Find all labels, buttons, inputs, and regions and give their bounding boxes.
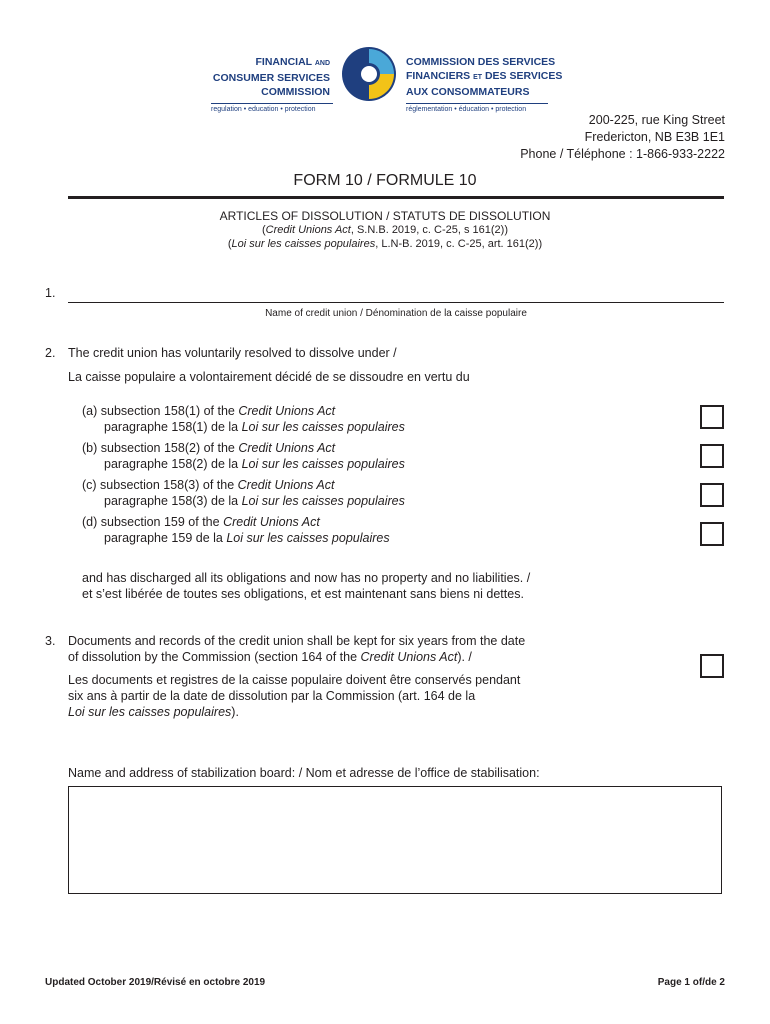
- option-d-checkbox[interactable]: [700, 522, 724, 546]
- fcsc-logo-icon: [340, 45, 398, 103]
- page-number: Page 1 of/de 2: [657, 977, 725, 988]
- item-2-text-fr: La caisse populaire a volontairement décidé de se dissoudre en vertu du: [68, 370, 470, 384]
- revision-date: Updated October 2019/Révisé en octobre 2019: [45, 977, 266, 988]
- option-b-checkbox[interactable]: [700, 444, 724, 468]
- item-3-text-en: Documents and records of the credit union shall be kept for six years from the date of dissolution by the Commission (section 164 of the Credit Unions Act). /: [68, 634, 526, 664]
- option-a-checkbox[interactable]: [700, 405, 724, 429]
- item-2-text-en: The credit union has voluntarily resolved to dissolve under /: [68, 346, 397, 360]
- fcsc-logo-text-en: FINANCIAL AND CONSUMER SERVICES COMMISSION: [212, 56, 330, 98]
- option-c-label: (c) subsection 158(3) of the Credit Unions Act paragraphe 158(3) de la Loi sur les caisses populaires: [82, 478, 405, 508]
- option-c-checkbox[interactable]: [700, 483, 724, 507]
- form-title: FORM 10 / FORMULE 10: [293, 172, 477, 189]
- option-a-label: (a) subsection 158(1) of the Credit Unions Act paragraphe 158(1) de la Loi sur les caisses populaires: [82, 404, 405, 434]
- logo-tagline-fr: réglementation • éducation • protection: [406, 103, 548, 113]
- form-subtitle: ARTICLES OF DISSOLUTION / STATUTS DE DISSOLUTION (Credit Unions Act, S.N.B. 2019, c. C-25, s 161(2)) (Loi sur les caisses populaires, L.N-B. 2019, c. C-25, art. 161(2)): [219, 209, 551, 250]
- option-d-label: (d) subsection 159 of the Credit Unions Act paragraphe 159 de la Loi sur les caisses populaires: [82, 515, 390, 545]
- fcsc-logo-text-fr: COMMISSION DES SERVICES FINANCIERS ET DES SERVICES AUX CONSOMMATEURS: [406, 56, 563, 98]
- credit-union-name-field[interactable]: [68, 302, 724, 303]
- commission-address: 200-225, rue King Street Fredericton, NB E3B 1E1 Phone / Téléphone : 1-866-933-2222: [520, 113, 725, 161]
- stabilization-board-input[interactable]: [68, 786, 722, 894]
- title-divider: [68, 196, 724, 199]
- item-2-number: 2.: [45, 346, 56, 360]
- item-2-closing: and has discharged all its obligations and now has no property and no liabilities. / et s’est libérée de toutes ses obligations, et est maintenant sans biens ni dettes.: [82, 571, 531, 601]
- item-3-checkbox[interactable]: [700, 654, 724, 678]
- option-b-label: (b) subsection 158(2) of the Credit Unions Act paragraphe 158(2) de la Loi sur les caisses populaires: [82, 441, 405, 471]
- item-1-number: 1.: [45, 286, 56, 300]
- item-3-text-fr: Les documents et registres de la caisse populaire doivent être conservés pendant six ans à partir de la date de dissolution par la Commission (art. 164 de la Loi sur les caisses populaires).: [68, 673, 521, 719]
- credit-union-name-caption: Name of credit union / Dénomination de la caisse populaire: [265, 308, 527, 319]
- stabilization-board-label: Name and address of stabilization board: / Nom et adresse de l’office de stabilisation:: [68, 766, 540, 780]
- logo-tagline-en: regulation • education • protection: [211, 103, 333, 113]
- item-3-number: 3.: [45, 634, 56, 648]
